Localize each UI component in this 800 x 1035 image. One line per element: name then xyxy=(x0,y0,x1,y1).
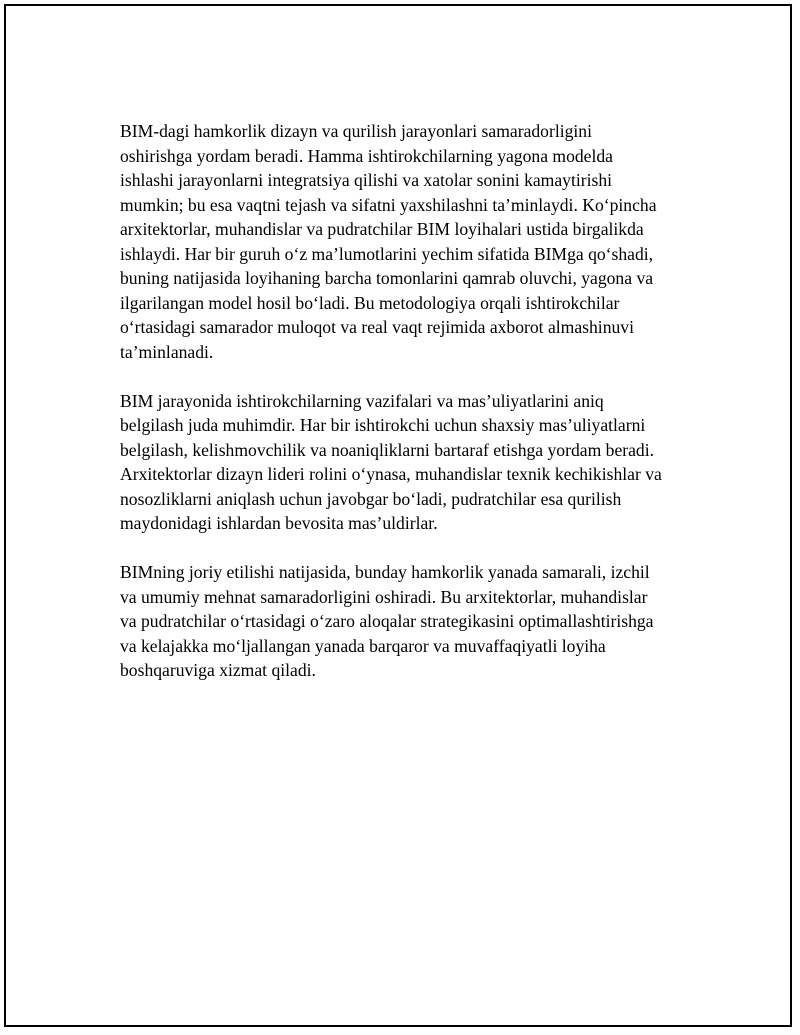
paragraph-line: Arxitektorlar dizayn lideri rolini o‘ynasa, muhandislar texnik kechikishlar va xyxy=(120,464,662,484)
paragraph-line: ishlaydi. Har bir guruh o‘z ma’lumotlarini yechim sifatida BIMga qo‘shadi, xyxy=(120,243,654,264)
paragraph-1 xyxy=(120,119,690,364)
paragraph-line: ilgarilangan model hosil bo‘ladi. Bu metodologiya orqali ishtirokchilar xyxy=(120,292,620,313)
paragraph-line: belgilash juda muhimdir. Har bir ishtirokchi uchun shaxsiy mas’uliyatlarni xyxy=(120,415,646,435)
paragraph-line: va umumiy mehnat samaradorligini oshiradi. Bu arxitektorlar, muhandislar xyxy=(120,586,648,607)
paragraph-line: mumkin; bu esa vaqtni tejash va sifatni yaxshilashni ta’minlaydi. Ko‘pincha xyxy=(120,194,657,215)
paragraph-line: boshqaruviga xizmat qiladi. xyxy=(120,660,316,680)
paragraph-line: va pudratchilar o‘rtasidagi o‘zaro aloqalar strategikasini optimallashtirishga xyxy=(120,611,654,631)
paragraph-line: va kelajakka mo‘ljallangan yanada barqaror va muvaffaqiyatli loyiha xyxy=(120,635,606,656)
paragraph-line: nosozliklarni aniqlash uchun javobgar bo‘ladi, pudratchilar esa qurilish xyxy=(120,488,622,509)
paragraph-line: ta’minlanadi. xyxy=(120,341,214,362)
paragraph-line: buning natijasida loyihaning barcha tomonlarini qamrab oluvchi, yagona va xyxy=(120,268,654,288)
paragraph-line: arxitektorlar, muhandislar va pudratchilar BIM loyihalari ustida birgalikda xyxy=(120,219,644,239)
paragraph-line: o‘rtasidagi samarador muloqot va real vaqt rejimida axborot almashinuvi xyxy=(120,317,634,337)
paragraph-line: BIM-dagi hamkorlik dizayn va qurilish jarayonlari samaradorligini xyxy=(120,121,592,141)
document-page xyxy=(4,4,792,1027)
paragraph-line: belgilash, kelishmovchilik va noaniqliklarni bartaraf etishga yordam beradi. xyxy=(120,439,655,460)
paragraph-line: BIM jarayonida ishtirokchilarning vazifalari va mas’uliyatlarini aniq xyxy=(120,390,604,411)
paragraph-3 xyxy=(120,560,690,683)
paragraph-line: ishlashi jarayonlarni integratsiya qilishi va xatolar sonini kamaytirishi xyxy=(120,170,613,190)
paragraph-line: maydonidagi ishlardan bevosita mas’uldirlar. xyxy=(120,513,438,533)
paragraph-line: BIMning joriy etilishi natijasida, bunday hamkorlik yanada samarali, izchil xyxy=(120,562,650,582)
paragraph-line: oshirishga yordam beradi. Hamma ishtirokchilarning yagona modelda xyxy=(120,145,613,166)
document-body xyxy=(120,119,690,707)
paragraph-2 xyxy=(120,389,690,536)
